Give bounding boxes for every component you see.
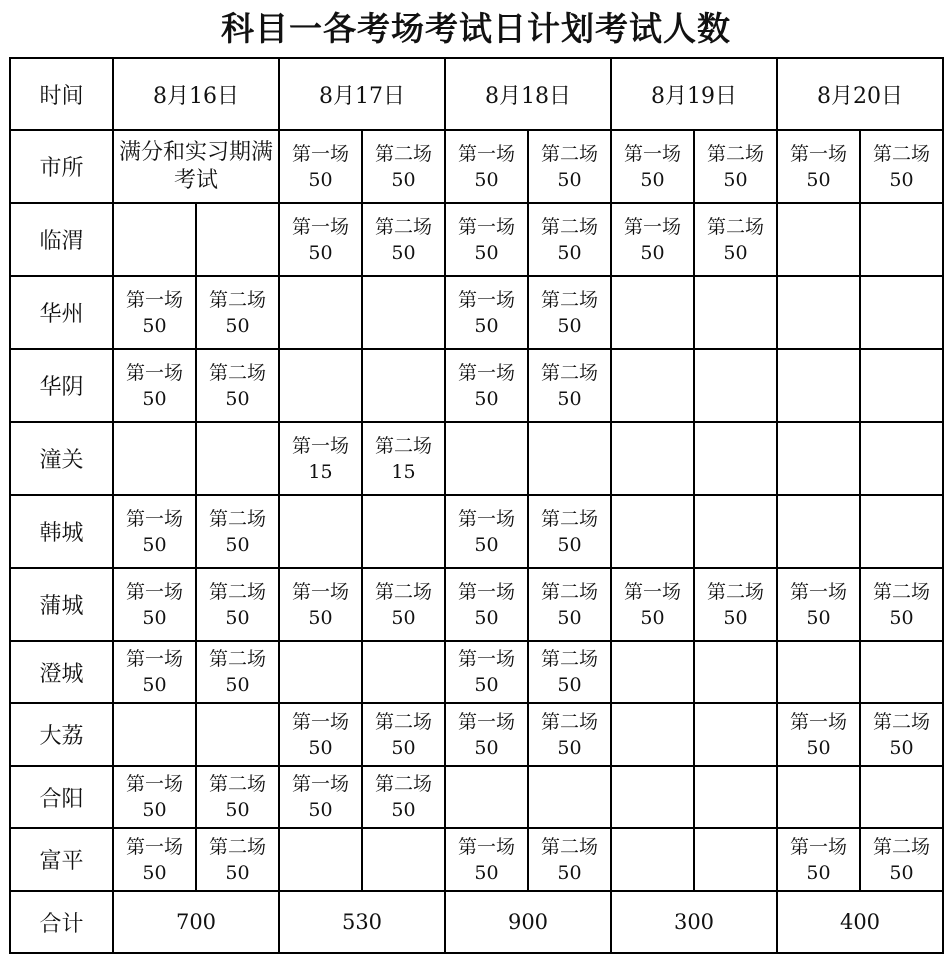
session-cell (445, 641, 528, 703)
session-cell (279, 203, 362, 276)
session-count: 50 (225, 387, 250, 410)
session-cell (611, 422, 694, 495)
session-count: 50 (142, 387, 167, 410)
session-label: 第二场 (872, 710, 930, 733)
session-label: 第一场 (125, 361, 183, 384)
session-count: 50 (474, 861, 499, 884)
session-count: 50 (474, 606, 499, 629)
session-label: 第一场 (291, 434, 349, 457)
session-cell (860, 568, 943, 641)
session-cell (860, 130, 943, 203)
venue-name: 蒲城 (10, 568, 113, 641)
session-count: 50 (557, 533, 582, 556)
session-cell (611, 828, 694, 891)
session-cell (777, 203, 860, 276)
session-label: 第二场 (208, 580, 266, 603)
session-cell (279, 641, 362, 703)
session-count: 50 (723, 241, 748, 264)
session-label: 第二场 (208, 507, 266, 530)
venue-name: 澄城 (10, 641, 113, 703)
session-cell (362, 641, 445, 703)
date-header: 8月17日 (279, 58, 445, 130)
session-label: 第一场 (291, 142, 349, 165)
merged-cell: 满分和实习期满考试 (113, 130, 279, 203)
date-header: 8月20日 (777, 58, 943, 130)
session-label: 第一场 (125, 648, 183, 670)
time-header: 时间 (10, 58, 113, 130)
date-header: 8月18日 (445, 58, 611, 130)
venue-name: 华州 (10, 276, 113, 349)
session-label: 第二场 (374, 434, 432, 457)
session-cell (528, 641, 611, 703)
session-label: 第二场 (374, 710, 432, 733)
venue-name: 临渭 (10, 203, 113, 276)
session-cell (860, 276, 943, 349)
session-label: 第一场 (457, 142, 515, 165)
session-cell (860, 641, 943, 703)
session-count: 50 (308, 736, 333, 759)
session-label: 第一场 (125, 507, 183, 530)
session-cell (694, 349, 777, 422)
session-cell (528, 349, 611, 422)
session-cell (860, 349, 943, 422)
session-cell (528, 276, 611, 349)
session-cell (196, 349, 279, 422)
session-label: 第二场 (540, 215, 598, 238)
session-count: 50 (557, 861, 582, 884)
session-label: 第一场 (789, 142, 847, 165)
session-label: 第二场 (706, 142, 764, 165)
session-cell (528, 422, 611, 495)
session-cell (196, 422, 279, 495)
session-cell (611, 641, 694, 703)
session-count: 50 (308, 606, 333, 629)
session-cell (777, 422, 860, 495)
session-label: 第一场 (291, 773, 349, 795)
venue-name: 华阴 (10, 349, 113, 422)
session-count: 50 (557, 606, 582, 629)
session-cell (113, 828, 196, 891)
session-cell (362, 766, 445, 828)
session-label: 第一场 (125, 773, 183, 795)
total-value: 400 (777, 891, 943, 953)
session-count: 50 (142, 799, 167, 821)
session-count: 50 (225, 314, 250, 337)
session-cell (611, 349, 694, 422)
session-count: 15 (391, 460, 416, 483)
session-cell (113, 641, 196, 703)
session-label: 第一场 (789, 580, 847, 603)
table-row (10, 766, 943, 828)
session-cell (777, 703, 860, 766)
session-cell (279, 130, 362, 203)
session-count: 50 (142, 314, 167, 337)
session-count: 50 (142, 606, 167, 629)
session-label: 第二场 (540, 142, 598, 165)
session-label: 第二场 (540, 361, 598, 384)
total-value: 700 (113, 891, 279, 953)
session-cell (362, 828, 445, 891)
session-cell (777, 130, 860, 203)
session-cell (362, 703, 445, 766)
session-count: 50 (474, 168, 499, 191)
session-cell (694, 766, 777, 828)
session-count: 15 (308, 460, 333, 483)
header-row (10, 58, 943, 130)
session-cell (860, 766, 943, 828)
session-cell (113, 349, 196, 422)
date-header: 8月16日 (113, 58, 279, 130)
session-cell (694, 276, 777, 349)
session-count: 50 (806, 168, 831, 191)
session-label: 第一场 (291, 710, 349, 733)
session-count: 50 (474, 314, 499, 337)
session-label: 第二场 (540, 835, 598, 858)
session-cell (362, 203, 445, 276)
session-count: 50 (142, 861, 167, 884)
session-count: 50 (142, 533, 167, 556)
session-count: 50 (640, 168, 665, 191)
table-row (10, 422, 943, 495)
session-cell (279, 349, 362, 422)
session-count: 50 (308, 799, 333, 821)
venue-name: 潼关 (10, 422, 113, 495)
session-label: 第二场 (540, 507, 598, 530)
session-cell (196, 828, 279, 891)
session-cell (279, 422, 362, 495)
session-cell (777, 495, 860, 568)
session-cell (362, 130, 445, 203)
table-row (10, 703, 943, 766)
session-count: 50 (225, 533, 250, 556)
session-cell (611, 130, 694, 203)
session-label: 第一场 (623, 580, 681, 603)
session-count: 50 (225, 799, 250, 821)
table-row (10, 568, 943, 641)
session-cell (445, 130, 528, 203)
session-cell (777, 568, 860, 641)
session-cell (611, 568, 694, 641)
session-count: 50 (889, 736, 914, 759)
session-count: 50 (557, 314, 582, 337)
session-cell (279, 828, 362, 891)
session-count: 50 (557, 241, 582, 264)
session-count: 50 (640, 241, 665, 264)
session-cell (777, 349, 860, 422)
session-count: 50 (474, 736, 499, 759)
session-cell (445, 828, 528, 891)
session-count: 50 (225, 674, 250, 696)
session-cell (196, 568, 279, 641)
session-label: 第一场 (457, 835, 515, 858)
session-label: 第二场 (540, 648, 598, 670)
table-row (10, 349, 943, 422)
session-cell (694, 130, 777, 203)
session-label: 第一场 (125, 835, 183, 858)
session-label: 第一场 (623, 215, 681, 238)
session-count: 50 (474, 674, 499, 696)
session-cell (113, 203, 196, 276)
session-cell (611, 703, 694, 766)
session-cell (694, 568, 777, 641)
session-cell (279, 276, 362, 349)
table-row (10, 495, 943, 568)
venue-name: 市所 (10, 130, 113, 203)
session-cell (611, 276, 694, 349)
session-cell (694, 828, 777, 891)
session-cell (279, 766, 362, 828)
session-cell (445, 203, 528, 276)
session-count: 50 (889, 168, 914, 191)
session-count: 50 (723, 606, 748, 629)
session-label: 第一场 (291, 580, 349, 603)
session-label: 第二场 (208, 361, 266, 384)
session-count: 50 (889, 861, 914, 884)
session-label: 第一场 (457, 580, 515, 603)
session-label: 第一场 (457, 507, 515, 530)
session-count: 50 (806, 606, 831, 629)
session-cell (196, 203, 279, 276)
session-label: 第二场 (872, 142, 930, 165)
session-count: 50 (557, 387, 582, 410)
session-label: 第二场 (706, 580, 764, 603)
session-count: 50 (225, 861, 250, 884)
venue-name: 韩城 (10, 495, 113, 568)
session-cell (694, 641, 777, 703)
session-cell (279, 568, 362, 641)
session-count: 50 (142, 674, 167, 696)
session-count: 50 (806, 861, 831, 884)
session-cell (528, 130, 611, 203)
table-row (10, 130, 943, 203)
session-cell (528, 203, 611, 276)
session-label: 第二场 (540, 288, 598, 311)
session-cell (445, 349, 528, 422)
session-cell (113, 495, 196, 568)
session-cell (777, 766, 860, 828)
session-count: 50 (474, 533, 499, 556)
session-label: 第二场 (208, 835, 266, 858)
session-label: 第一场 (789, 835, 847, 858)
session-label: 第二场 (872, 835, 930, 858)
session-count: 50 (308, 168, 333, 191)
session-label: 第二场 (540, 580, 598, 603)
session-cell (860, 703, 943, 766)
session-cell (445, 703, 528, 766)
session-cell (694, 422, 777, 495)
session-cell (860, 495, 943, 568)
session-cell (196, 495, 279, 568)
session-label: 第一场 (623, 142, 681, 165)
session-count: 50 (391, 736, 416, 759)
session-label: 第一场 (125, 580, 183, 603)
table-row (10, 828, 943, 891)
session-cell (860, 828, 943, 891)
session-cell (113, 568, 196, 641)
session-count: 50 (391, 799, 416, 821)
session-label: 第二场 (208, 773, 266, 795)
total-value: 530 (279, 891, 445, 953)
session-label: 第二场 (208, 648, 266, 670)
session-label: 第二场 (208, 288, 266, 311)
session-label: 第一场 (457, 215, 515, 238)
session-cell (528, 828, 611, 891)
session-label: 第一场 (789, 710, 847, 733)
session-cell (362, 422, 445, 495)
session-label: 第一场 (457, 710, 515, 733)
session-cell (694, 703, 777, 766)
session-cell (611, 203, 694, 276)
session-count: 50 (391, 241, 416, 264)
session-label: 第二场 (706, 215, 764, 238)
session-cell (362, 495, 445, 568)
table-row (10, 276, 943, 349)
session-count: 50 (474, 387, 499, 410)
session-label: 第二场 (374, 142, 432, 165)
session-cell (445, 766, 528, 828)
session-cell (860, 422, 943, 495)
session-label: 第二场 (872, 580, 930, 603)
table-row (10, 203, 943, 276)
session-label: 第一场 (457, 361, 515, 384)
session-cell (528, 703, 611, 766)
session-cell (611, 766, 694, 828)
session-count: 50 (225, 606, 250, 629)
session-cell (113, 703, 196, 766)
session-label: 第一场 (125, 288, 183, 311)
session-cell (445, 422, 528, 495)
session-count: 50 (557, 736, 582, 759)
session-count: 50 (557, 168, 582, 191)
session-cell (196, 703, 279, 766)
session-count: 50 (640, 606, 665, 629)
totals-row (10, 891, 943, 953)
session-cell (113, 766, 196, 828)
session-label: 第一场 (457, 288, 515, 311)
session-cell (279, 703, 362, 766)
session-cell (196, 766, 279, 828)
session-count: 50 (723, 168, 748, 191)
session-cell (196, 276, 279, 349)
session-count: 50 (889, 606, 914, 629)
venue-name: 合阳 (10, 766, 113, 828)
session-cell (777, 276, 860, 349)
session-count: 50 (557, 674, 582, 696)
session-cell (528, 568, 611, 641)
session-cell (279, 495, 362, 568)
session-cell (777, 828, 860, 891)
session-cell (362, 349, 445, 422)
session-cell (611, 495, 694, 568)
date-header: 8月19日 (611, 58, 777, 130)
session-cell (694, 203, 777, 276)
session-label: 第一场 (457, 648, 515, 670)
venue-name: 大荔 (10, 703, 113, 766)
exam-schedule-table (9, 57, 944, 954)
session-count: 50 (391, 168, 416, 191)
total-value: 300 (611, 891, 777, 953)
session-cell (777, 641, 860, 703)
session-cell (362, 276, 445, 349)
session-label: 第二场 (374, 580, 432, 603)
session-label: 第二场 (374, 215, 432, 238)
session-cell (445, 276, 528, 349)
document-title: 科目一各考场考试日计划考试人数 (221, 9, 731, 48)
totals-label: 合计 (10, 891, 113, 953)
session-cell (694, 495, 777, 568)
session-cell (113, 422, 196, 495)
session-count: 50 (391, 606, 416, 629)
session-label: 第二场 (540, 710, 598, 733)
session-cell (445, 495, 528, 568)
session-count: 50 (308, 241, 333, 264)
venue-name: 富平 (10, 828, 113, 891)
session-cell (528, 766, 611, 828)
session-cell (528, 495, 611, 568)
session-count: 50 (806, 736, 831, 759)
session-label: 第一场 (291, 215, 349, 238)
session-label: 第二场 (374, 773, 432, 795)
total-value: 900 (445, 891, 611, 953)
session-cell (445, 568, 528, 641)
session-cell (113, 276, 196, 349)
session-cell (362, 568, 445, 641)
session-cell (196, 641, 279, 703)
session-cell (860, 203, 943, 276)
session-count: 50 (474, 241, 499, 264)
table-row (10, 641, 943, 703)
